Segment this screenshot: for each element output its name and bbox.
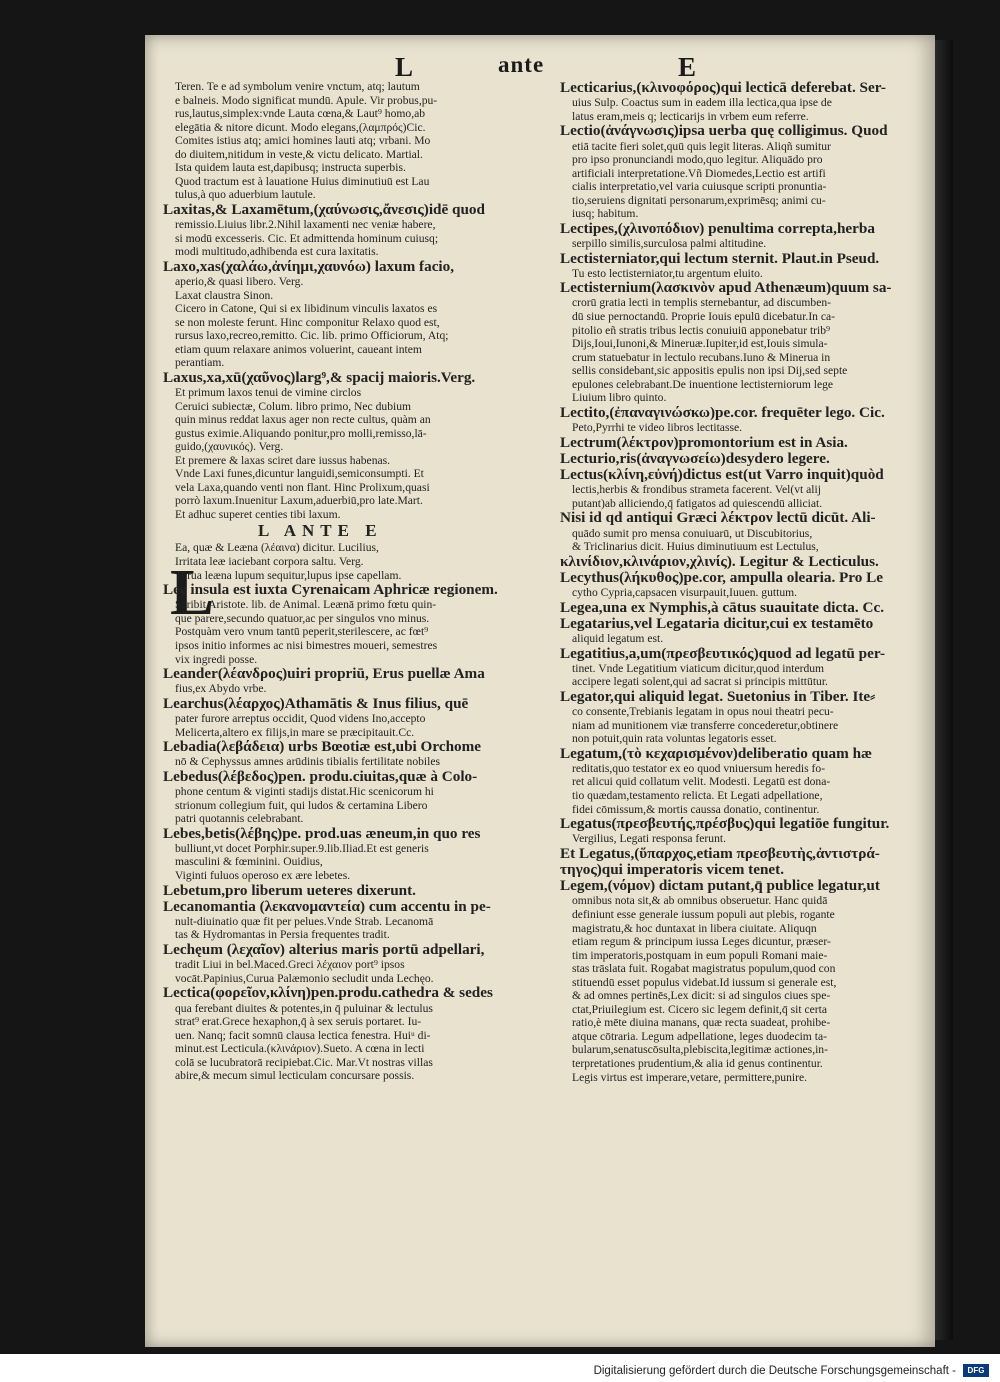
- entry-text-line: nult-diuinatio quæ fit per pelues.Vnde Strab. Lecanomā: [175, 914, 434, 928]
- entry-text-line: minut.est Lecticula.(κλινάριον).Sueto. A cœna in lecti: [175, 1042, 425, 1056]
- entry-text-line: rus,lautus,simplex:vnde Lauta cœna,& Laut⁹ homo,ab: [175, 107, 426, 121]
- entry-text-line: crum statuebatur in lectulo recubans.Iuno & Minerua in: [572, 350, 831, 364]
- entry-text-line: tas & Hydromantas in Persia frequentes tradit.: [175, 928, 390, 942]
- entry-headword-line: Legea,una ex Nymphis,à cātus suauitate dicta. Cc.: [560, 599, 885, 616]
- entry-text-line: & Triclinarius dicit. Huius diminutiuum est Lectulus,: [572, 540, 819, 554]
- entry-text-line: terpretationes prudentium,& alia id genus continentur.: [572, 1056, 823, 1070]
- entry-text-line: gustus eximie.Aliquando ponitur,pro molli,remisso,lā-: [175, 426, 427, 440]
- entry-text-line: stas trāslata fuit. Rogabat magistratus populum,quod con: [572, 962, 836, 976]
- entry-headword-line: Legem,(νόμον) dictam putant,q̄ publice legatur,ut: [560, 878, 880, 895]
- entry-headword-line: Laxus,xa,xū(χαῦνος)larg⁹,& spacij maioris.Verg.: [163, 369, 476, 386]
- entry-headword-line: Lectito,(ἐπαναγινώσκω)pe.cor. frequēter lego. Cic.: [560, 404, 885, 421]
- running-head-center: ante: [498, 52, 545, 77]
- entry-text-line: patri quotannis celebrabant.: [175, 812, 304, 826]
- entry-text-line: ret alicui quid collatum velit. Modesti. Legatū est dona-: [572, 775, 831, 789]
- entry-text-line: tulus,à quo aduerbium lautule.: [175, 188, 316, 202]
- entry-text-line: Viginti fuluos operoso ex ære lebetes.: [175, 868, 351, 882]
- entry-text-line: Cicero in Catone, Qui si ex libidinum vinculis laxatos es: [175, 302, 438, 316]
- entry-text-line: etiam quum relaxare animos voluerint, caueant intem: [175, 342, 422, 356]
- entry-headword-line: Lechęum (λεχαῖον) alterius maris portū adpellari,: [163, 942, 485, 959]
- entry-text-line: Et premere & laxas sciret dare iussus habenas.: [175, 453, 391, 467]
- entry-text-line: strat⁹ erat.Grece hexaphon,q̄ à sex seruis portaret. Iu-: [175, 1015, 422, 1029]
- section-heading: L ANTE E: [258, 521, 383, 541]
- running-head-right: E: [678, 52, 697, 82]
- entry-headword-line: Laxitas,& Laxamētum,(χαύνωσις,ἄνεσις)idē quod: [163, 201, 485, 218]
- entry-text-line: tinet. Vnde Legatitium viaticum dicitur,quod interdum: [572, 661, 825, 675]
- right-column: [560, 80, 935, 1084]
- running-head-left: L: [395, 52, 414, 82]
- entry-text-line: Irritata leæ iaciebant corpora saltu. Verg.: [175, 555, 364, 569]
- entry-text-line: remissio.Liuius libr.2.Nihil laxamenti nec veniæ habere,: [175, 218, 436, 232]
- entry-headword-line: Lectus(κλίνη,εὐνή)dictus est(ut Varro inquit)quòd: [560, 467, 884, 484]
- entry-headword-line: Lectisternium(λασκινὸν apud Athenæum)quum sa-: [560, 280, 892, 297]
- entry-text-line: serpillo similis,surculosa palmi altitudine.: [572, 236, 767, 250]
- entry-text-line: aperio,& quasi libero. Verg.: [175, 274, 304, 288]
- entry-headword-line: Lectisterniator,qui lectum sternit. Plaut.in Pseud.: [560, 250, 880, 267]
- entry-text-line: vocāt.Papinius,Curua Palæmonio secludit unda Lechęo.: [175, 971, 434, 985]
- entry-headword-line: Lecythus(λήκυθος)pe.cor, ampulla olearia. Pro Le: [560, 569, 884, 586]
- entry-text-line: artificiali interpretatione.Vñ Diomedes,Lectio est artifi: [572, 166, 826, 180]
- entry-text-line: perantiam.: [175, 356, 225, 370]
- entry-headword-line: κλινίδιον,κλινάριον,χλινίς). Legitur & Lecticulus.: [560, 553, 879, 570]
- entry-text-line: ctat,Priuilegium est. Cicero sic legem definit,q̄ sit certa: [572, 1002, 827, 1016]
- entry-headword-line: Learchus(λέαρχος)Athamātis & Inus filius, quē: [163, 695, 469, 712]
- drop-capital: L: [170, 556, 215, 629]
- entry-text-line: putant)ab alliciendo,q̄ fatigatos ad quiescendū alliciat.: [572, 496, 823, 510]
- entry-text-line: Ea, quæ & Leæna (λέαινα) dicitur. Lucilius,: [175, 541, 379, 555]
- entry-text-line: stituendū esset populus videbat.Id iussum si generale est,: [572, 975, 837, 989]
- entry-text-line: fidei cōmissum,& mortis caussa donatio, continentur.: [572, 802, 820, 816]
- entry-text-line: Melicerta,altero ex filijs,in mare se præcipitauit.Cc.: [175, 725, 415, 739]
- entry-headword-line: Et Legatus,(ὕπαρχος,etiam πρεσβευτὴς,ἀντιστρά-: [560, 845, 880, 862]
- entry-text-line: modi multitudo,adhibenda est cura laxitatis.: [175, 245, 379, 259]
- entry-text-line: vela Laxa,quando venti non flant. Hinc Prolixum,quasi: [175, 480, 430, 494]
- entry-text-line: sellis considebant,sic appositis epulis non ipsi Dij,sed septe: [572, 364, 848, 378]
- entry-headword-line: Nisi id qd antiqui Græci λέκτρον lectū dicūt. Ali-: [560, 510, 876, 527]
- entry-text-line: Torua leæna lupum sequitur,lupus ipse capellam.: [175, 568, 402, 582]
- entry-text-line: Scribit Aristote. lib. de Animal. Leænā primo fœtu quin-: [175, 598, 437, 612]
- entry-text-line: rursus laxo,recreo,remitto. Cic. lib. primo Officiorum, Atq;: [175, 329, 449, 343]
- entry-text-line: Et adhuc superet centies tibi laxum.: [175, 507, 341, 521]
- entry-headword-line: Legatitius,a,um(πρεσβευτικός)quod ad legatū per-: [560, 645, 886, 662]
- entry-text-line: tio,seruiens dignitati personarum,exprimēsq; animi cu-: [572, 193, 826, 207]
- entry-text-line: Laxat claustra Sinon.: [175, 288, 274, 302]
- entry-text-line: lectis,herbis & frondibus strameta facerent. Vel(vt alij: [572, 483, 821, 497]
- entry-headword-line: Legatum,(τὸ κεχαρισμένον)deliberatio quam hæ: [560, 745, 873, 762]
- footer-credit: Digitalisierung gefördert durch die Deutsche Forschungsgemeinschaft -: [593, 1365, 956, 1377]
- entry-text-line: pro ipso pronunciandi modo,quo legitur. Aliquādo pro: [572, 153, 823, 167]
- entry-text-line: dū siue pernoctandū. Proprie Iouis epulū dicebatur.In ca-: [572, 310, 836, 324]
- entry-text-line: porrò laxum.Inuenitur Laxum,aduerbiū,pro late.Mart.: [175, 494, 423, 508]
- entry-text-line: tradit Liui in bel.Maced.Greci λέχαιον port⁹ ipsos: [175, 958, 405, 972]
- entry-headword-line: Lecticarius,(κλινοφόρος)qui lecticā deferebat. Ser-: [560, 80, 886, 96]
- entry-text-line: non potuit,quin rata voluntas legatoris esset.: [572, 732, 777, 746]
- entry-text-line: omnibus nota sit,& ab omnibus obseruetur. Hanc quidā: [572, 894, 828, 908]
- entry-text-line: phone centum & viginti stadijs distat.Hic scenicorum hi: [175, 785, 434, 799]
- entry-headword-line: Lectio(ἀνάγνωσις)ipsa uerba quę colligimus. Quod: [560, 123, 888, 140]
- entry-text-line: elegātia & nitore dicunt. Modo elegans,(λαμπρός)Cic.: [175, 120, 426, 134]
- entry-headword-line: Lebes,betis(λέβης)pe. prod.uas æneum,in quo res: [163, 825, 481, 842]
- entry-text-line: epulones celebrabant.De inuentione lectisterniorum lege: [572, 377, 834, 391]
- entry-text-line: ipsos initio informes ac nisi bimestres moueri, semestres: [175, 638, 438, 652]
- entry-headword-line: Laxo,xas(χαλάω,ἀνίημι,χαυνόω) laxum facio,: [163, 258, 455, 275]
- page-edge: [935, 40, 953, 1340]
- entry-text-line: pitolio eñ stratis tribus lectis conuiuiū apponebatur trib⁹: [572, 323, 831, 337]
- entry-text-line: atque cōtraria. Legum adpellatione, leges duodecim ta-: [572, 1029, 827, 1043]
- entry-text-line: do diuitem,nitidum in veste,& victu delicato. Martial.: [175, 147, 423, 161]
- entry-text-line: Liuium libro quinto.: [572, 391, 667, 405]
- entry-text-line: Teren. Te e ad symbolum venire vnctum, atq; lautum: [175, 80, 420, 93]
- entry-text-line: vix ingredi posse.: [175, 652, 258, 666]
- entry-headword-line: Lecturio,ris(ἀναγνωσείω)desydero legere.: [560, 450, 830, 467]
- entry-text-line: nō & Cephyssus amnes arūdinis tibialis fertilitate nobiles: [175, 755, 441, 769]
- entry-text-line: definiunt esse generale iussum populi aut plebis, rogante: [572, 907, 835, 921]
- entry-text-line: masculini & fœminini. Ouidius,: [175, 855, 323, 869]
- entry-headword-line: Lectrum(λέκτρον)promontorium est in Asia.: [560, 434, 848, 451]
- entry-headword-line: Lebedus(λέβεδος)pen. produ.ciuitas,quæ à Colo-: [163, 768, 478, 785]
- entry-text-line: colā se lucubratorā recipiebat.Cic. Mar.Vt nostras villas: [175, 1055, 433, 1069]
- entry-text-line: aliquid legatum est.: [572, 631, 664, 645]
- entry-headword-line: Legatus(πρεσβευτής,πρέσβυς)qui legatiōe fungitur.: [560, 816, 890, 833]
- entry-text-line: ratio,è mēte diuina manans, quæ recta suadeat, prohibe-: [572, 1016, 831, 1030]
- entry-text-line: Peto,Pyrrhi te video libros lectitasse.: [572, 421, 743, 435]
- entry-text-line: etiam regum & principum iussa Leges dicuntur, præser-: [572, 935, 831, 949]
- entry-headword-line: Legatarius,vel Legataria dicitur,cui ex testamēto: [560, 615, 874, 632]
- entry-text-line: fius,ex Abydo vrbe.: [175, 682, 267, 696]
- entry-text-line: qua ferebant diuites & potentes,in q̄ puluinar & lectulus: [175, 1001, 433, 1015]
- dfg-logo: DFG: [963, 1364, 989, 1377]
- entry-text-line: Legis virtus est imperare,vetare, permittere,punire.: [572, 1070, 807, 1084]
- entry-headword-line: Lebadia(λεβάδεια) urbs Bœotiæ est,ubi Orchome: [163, 739, 482, 756]
- entry-text-line: & ad omnes pertinēs,Lex dicit: si ad singulos ciues spe-: [572, 989, 831, 1003]
- entry-headword-line: Lebetum,pro liberum ueteres dixerunt.: [163, 882, 416, 899]
- entry-text-line: accipere legati solent,qui ad sacrat si principis mittūtur.: [572, 675, 828, 689]
- entry-text-line: bularum,senatuscōsulta,plebiscita,legitimæ actiones,in-: [572, 1043, 828, 1057]
- entry-text-line: strionum collegium fuit, qui ludos & certamina Libero: [175, 798, 428, 812]
- entry-text-line: Tu esto lectisterniator,tu argentum eluito.: [572, 266, 763, 280]
- entry-text-line: guido,(χαυνικός). Verg.: [175, 440, 284, 454]
- entry-text-line: Vnde Laxi funes,dicuntur languidi,semiconsumpti. Et: [175, 467, 424, 481]
- entry-text-line: pater furore arreptus occidit, Quod videns Ino,accepto: [175, 712, 426, 725]
- entry-text-line: Quod tractum est à lauatione Huius diminutiuū est Lau: [175, 174, 430, 188]
- entry-text-line: cialis interpretatio,vel varia cuiusque scripti pronuntia-: [572, 180, 827, 194]
- entry-text-line: abire,& mecum simul lecticulam concursare possis.: [175, 1069, 415, 1083]
- entry-text-line: Et primum laxos tenui de vimine circlos: [175, 386, 362, 399]
- entry-text-line: si modū excesseris. Cic. Et admittenda hominum cuiusq;: [175, 231, 439, 245]
- entry-headword-line: Lectica(φορεῖον,κλίνη)pen.produ.cathedra & sedes: [163, 985, 493, 1002]
- entry-text-line: e balneis. Modo significat mundū. Apule. Vir probus,pu-: [175, 93, 438, 107]
- entry-text-line: Postquàm vero vnum tantū peperit,sterilescere, ac fœt⁹: [175, 625, 429, 639]
- entry-text-line: co consente,Trebianis legatam in opus noui theatri pecu-: [572, 705, 834, 719]
- entry-text-line: latus eram,meis q; lecticarijs in vrbem eum referre.: [572, 109, 809, 123]
- entry-text-line: se non moleste ferunt. Hinc componitur Relaxo quod est,: [175, 315, 440, 329]
- entry-text-line: reditatis,quo testator ex eo quod vniuersum heredis fo-: [572, 761, 826, 775]
- entry-text-line: que parere,secundo quatuor,ac per singulos vno minus.: [175, 611, 430, 625]
- entry-text-line: magistratu,& hoc duntaxat in libera ciuitate. Aliquqn: [572, 921, 817, 935]
- entry-text-line: Dijs,Ioui,Iunoni,& Mineruæ.Iupiter,id est,Iouis simula-: [572, 337, 828, 351]
- entry-text-line: bulliunt,vt docet Porphir.super.9.lib.Iliad.Et est generis: [175, 841, 429, 855]
- entry-text-line: quādo sumit pro mensa conuiuarū, ut Discubitorius,: [572, 526, 813, 540]
- entry-text-line: etiā tacite fieri solet,quū quis legit literas. Aliqñ sumitur: [572, 139, 831, 153]
- entry-headword-line: Legator,qui aliquid legat. Suetonius in Tiber. Ite⸗: [560, 688, 876, 705]
- entry-text-line: Comites istius atq; amici homines lauti atq; vrbani. Mo: [175, 134, 431, 148]
- entry-text-line: crorū gratia lecti in templis sternebantur, ad discumben-: [572, 296, 832, 310]
- entry-text-line: Vergilius, Legati responsa ferunt.: [572, 832, 727, 846]
- entry-text-line: iusq; habitum.: [572, 207, 639, 221]
- entry-text-line: cytho Cypria,capsacen visurpauit,Iuuen. guttum.: [572, 586, 798, 600]
- entry-headword-line: Lee insula est iuxta Cyrenaicam Aphricæ regionem.: [163, 582, 498, 599]
- left-column: [163, 80, 538, 1083]
- entry-text-line: tio quædam,testamento relicta. Et Legati adpellatione,: [572, 788, 823, 802]
- entry-text-line: Ista quidem lauta est,dapibusq; instructa superbis.: [175, 161, 406, 175]
- entry-text-line: niam ad munitionem viæ transferre concederetur,obtinere: [572, 718, 839, 732]
- entry-text-line: Ceruici subiectæ, Colum. libro primo, Nec dubium: [175, 399, 412, 413]
- entry-text-line: uen. Nanq; facit somnū clausa lectica fenestra. Huiᵘ di-: [175, 1028, 431, 1042]
- entry-headword-line: Leander(λέανδρος)uiri propriū, Erus puellæ Ama: [163, 666, 485, 683]
- entry-text-line: uius Sulp. Coactus sum in eadem illa lectica,qua ipse de: [572, 96, 832, 110]
- entry-headword-line: τηγος)qui imperatoris vicem tenet.: [560, 862, 784, 878]
- entry-text-line: quin minus reddat laxus ager non recte cultus, quàm an: [175, 413, 431, 427]
- entry-headword-line: Lectipes,(χλινοπόδιον) penultima correpta,herba: [560, 220, 875, 237]
- entry-text-line: tim imperatoris,postquam in eum populi Romani maie-: [572, 948, 828, 962]
- entry-headword-line: Lecanomantia (λεκανομαντεία) cum accentu in pe-: [163, 898, 491, 915]
